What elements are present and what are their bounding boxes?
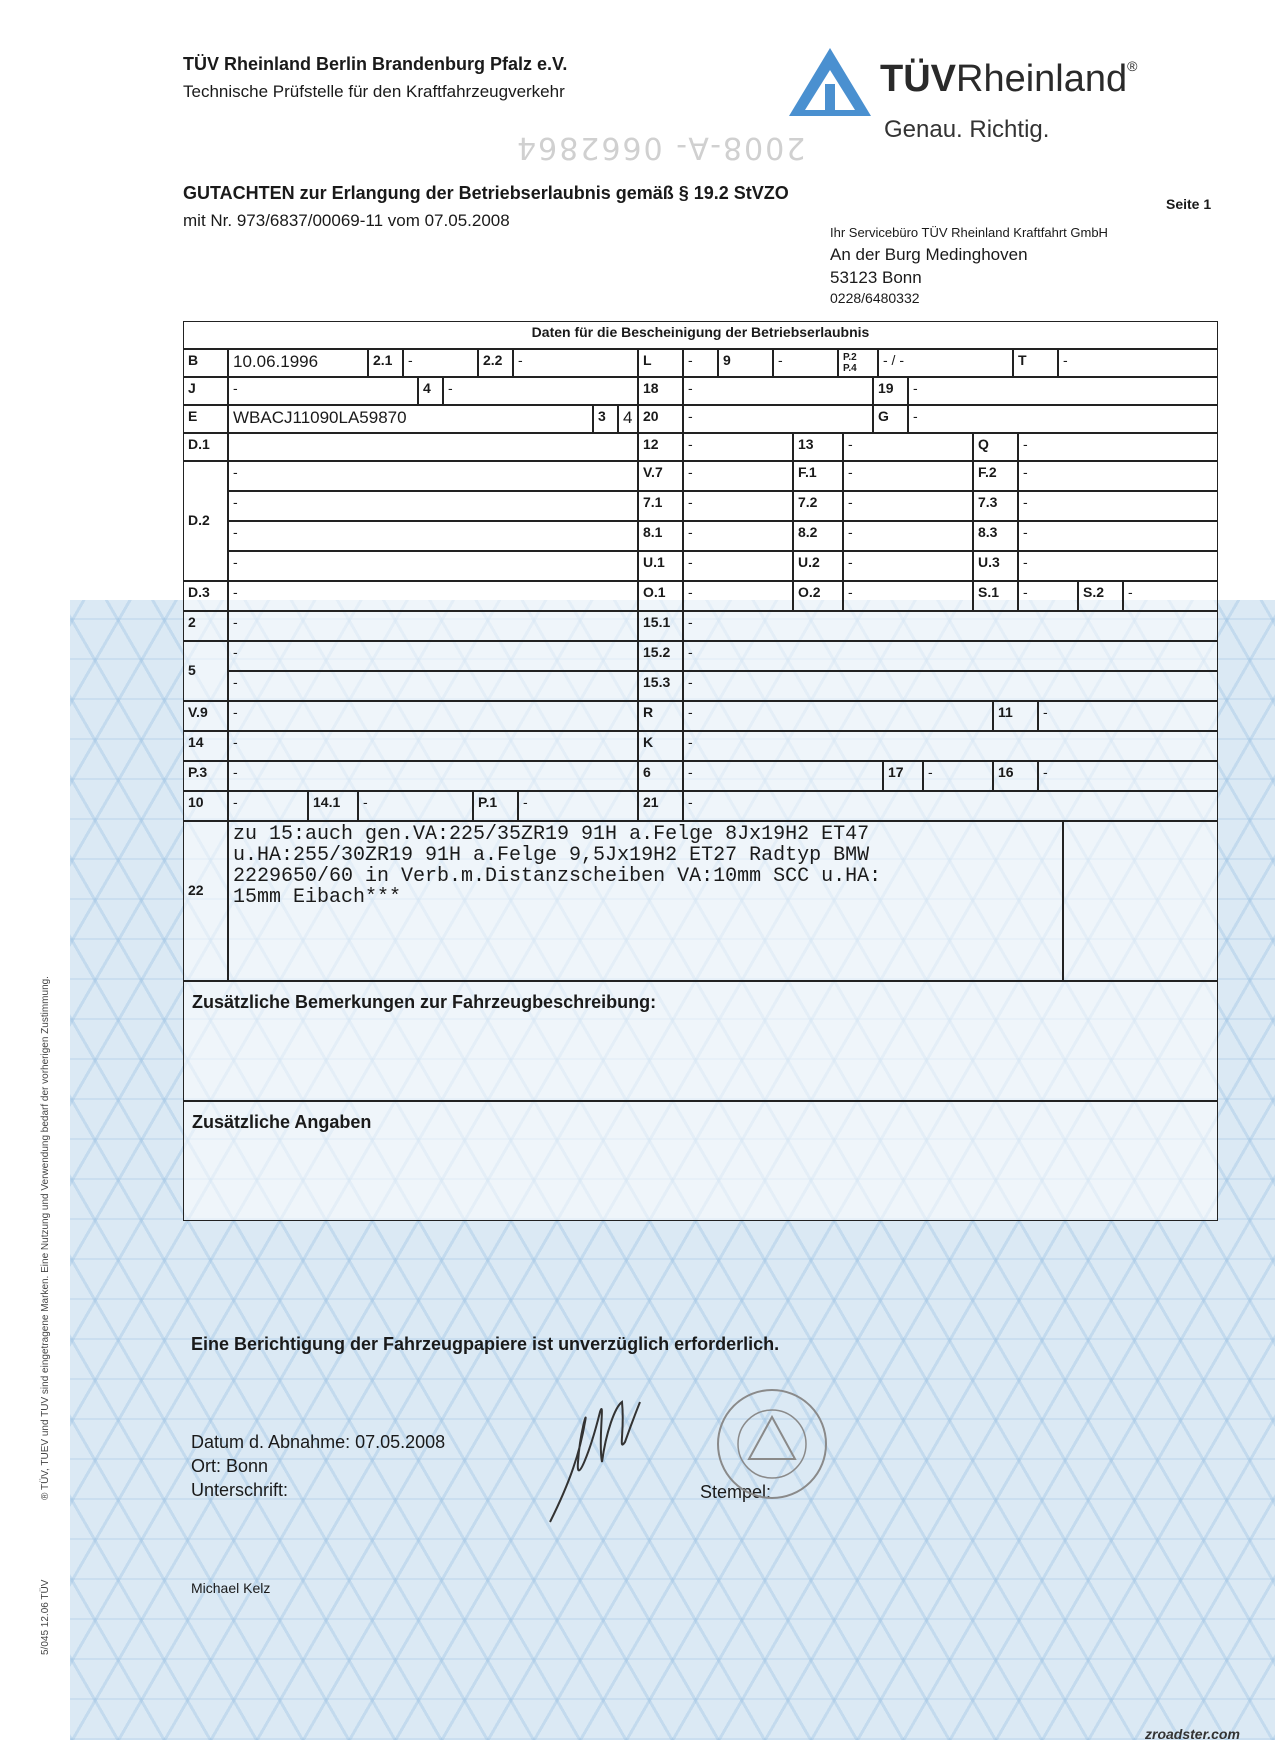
field-12-value: - — [683, 433, 793, 461]
field-5-value-2: - — [228, 671, 638, 701]
field-16-label: 16 — [993, 761, 1038, 791]
field-g-value: - — [908, 405, 1218, 433]
field-12-label: 12 — [638, 433, 683, 461]
field-u1-label: U.1 — [638, 551, 683, 581]
field-d1-label: D.1 — [183, 433, 228, 461]
field-f1-value: - — [843, 461, 973, 491]
field-7-3-value: - — [1018, 491, 1218, 521]
field-o2-value: - — [843, 581, 973, 611]
field-8-3-label: 8.3 — [973, 521, 1018, 551]
field-d2-value-2: - — [228, 491, 638, 521]
field-v9-label: V.9 — [183, 701, 228, 731]
field-14-1-value: - — [358, 791, 473, 821]
field-v7-label: V.7 — [638, 461, 683, 491]
field-4-label: 4 — [418, 377, 443, 405]
field-15-1-label: 15.1 — [638, 611, 683, 641]
field-8-2-value: - — [843, 521, 973, 551]
stamp-seal-icon — [715, 1387, 830, 1502]
field-j-value: - — [228, 377, 418, 405]
field-v9-value: - — [228, 701, 638, 731]
service-address: An der Burg Medinghoven 53123 Bonn — [830, 245, 1028, 287]
correction-note: Eine Berichtigung der Fahrzeugpapiere ist unverzüglich erforderlich. — [191, 1334, 780, 1354]
field-b-value: 10.06.1996 — [228, 349, 368, 377]
field-10-label: 10 — [183, 791, 228, 821]
field-s2-value: - — [1123, 581, 1218, 611]
field-14-label: 14 — [183, 731, 228, 761]
field-16-value: - — [1038, 761, 1218, 791]
field-g-label: G — [873, 405, 908, 433]
field-p2-p4-value: - / - — [878, 349, 1013, 377]
field-6-label: 6 — [638, 761, 683, 791]
field-o1-label: O.1 — [638, 581, 683, 611]
additional-remarks: Zusätzliche Bemerkungen zur Fahrzeugbeschreibung: — [183, 981, 1218, 1101]
field-22-blank — [1063, 821, 1218, 981]
field-22-remarks: zu 15:auch gen.VA:225/35ZR19 91H a.Felge 8Jx19H2 ET47 u.HA:255/30ZR19 91H a.Felge 9,5Jx19H2 ET27 Radtyp BMW 2229650/60 in Verb.m.Distanzscheiben VA:10mm SCC u.HA: 15mm Eibach*** — [228, 821, 1063, 981]
field-e-value: WBACJ11090LA59870 — [228, 405, 593, 433]
field-7-1-label: 7.1 — [638, 491, 683, 521]
field-11-label: 11 — [993, 701, 1038, 731]
field-8-3-value: - — [1018, 521, 1218, 551]
field-e-label: E — [183, 405, 228, 433]
tuv-logo-icon — [785, 44, 875, 119]
org-name: TÜV Rheinland Berlin Brandenburg Pfalz e.V. — [183, 54, 568, 74]
field-f2-label: F.2 — [973, 461, 1018, 491]
brand-name: TÜVRheinland® — [880, 58, 1138, 100]
inspection-date: Datum d. Abnahme: 07.05.2008 — [191, 1432, 446, 1452]
field-3-label: 3 — [593, 405, 618, 433]
field-k-label: K — [638, 731, 683, 761]
field-8-1-label: 8.1 — [638, 521, 683, 551]
field-15-3-label: 15.3 — [638, 671, 683, 701]
field-s2-label: S.2 — [1078, 581, 1123, 611]
field-9-label: 9 — [718, 349, 773, 377]
field-p1-value: - — [518, 791, 638, 821]
field-14-value: - — [228, 731, 638, 761]
field-q-label: Q — [973, 433, 1018, 461]
field-7-1-value: - — [683, 491, 793, 521]
field-j-label: J — [183, 377, 228, 405]
field-u3-value: - — [1018, 551, 1218, 581]
field-u2-value: - — [843, 551, 973, 581]
signature-label: Unterschrift: — [191, 1480, 289, 1500]
field-8-2-label: 8.2 — [793, 521, 843, 551]
service-phone: 0228/6480332 — [830, 290, 920, 306]
field-l-label: L — [638, 349, 683, 377]
field-4-value: - — [443, 377, 638, 405]
additional-info: Zusätzliche Angaben — [183, 1101, 1218, 1221]
field-2-label: 2 — [183, 611, 228, 641]
serial-number: 2008-A- 0662864 — [515, 130, 806, 165]
field-d2-value-1: - — [228, 461, 638, 491]
field-11-value: - — [1038, 701, 1218, 731]
field-o1-value: - — [683, 581, 793, 611]
field-s1-value: - — [1018, 581, 1078, 611]
field-13-label: 13 — [793, 433, 843, 461]
field-2-2-label: 2.2 — [478, 349, 513, 377]
field-p3-value: - — [228, 761, 638, 791]
field-20-label: 20 — [638, 405, 683, 433]
org-dept: Technische Prüfstelle für den Kraftfahrzeugverkehr — [183, 82, 565, 101]
field-f2-value: - — [1018, 461, 1218, 491]
field-b-label: B — [183, 349, 228, 377]
field-19-label: 19 — [873, 377, 908, 405]
field-19-value: - — [908, 377, 1218, 405]
table-caption: Daten für die Bescheinigung der Betriebserlaubnis — [183, 321, 1218, 349]
field-20-value: - — [683, 405, 873, 433]
field-p1-label: P.1 — [473, 791, 518, 821]
field-9-value: - — [773, 349, 838, 377]
field-7-2-value: - — [843, 491, 973, 521]
field-14-1-label: 14.1 — [308, 791, 358, 821]
field-s1-label: S.1 — [973, 581, 1018, 611]
field-r-label: R — [638, 701, 683, 731]
examiner-name: Michael Kelz — [191, 1580, 271, 1596]
field-u2-label: U.2 — [793, 551, 843, 581]
service-office: Ihr Servicebüro TÜV Rheinland Kraftfahrt GmbH — [830, 225, 1108, 240]
field-6-value: - — [683, 761, 883, 791]
document-title: GUTACHTEN zur Erlangung der Betriebserlaubnis gemäß § 19.2 StVZO — [183, 183, 789, 203]
field-d2-value-3: - — [228, 521, 638, 551]
watermark: zroadster.com — [1145, 1726, 1240, 1742]
field-17-value: - — [923, 761, 993, 791]
field-3-value: 4 — [618, 405, 638, 433]
field-u1-value: - — [683, 551, 793, 581]
field-t-value: - — [1058, 349, 1218, 377]
field-d1-value — [228, 433, 638, 461]
field-5-value-1: - — [228, 641, 638, 671]
field-21-label: 21 — [638, 791, 683, 821]
field-17-label: 17 — [883, 761, 923, 791]
field-15-1-value: - — [683, 611, 1218, 641]
field-7-3-label: 7.3 — [973, 491, 1018, 521]
field-v7-value: - — [683, 461, 793, 491]
field-o2-label: O.2 — [793, 581, 843, 611]
field-10-value: - — [228, 791, 308, 821]
field-21-value: - — [683, 791, 1218, 821]
field-5-label: 5 — [183, 641, 228, 701]
field-2-1-value: - — [403, 349, 478, 377]
brand-slogan: Genau. Richtig. — [884, 116, 1050, 143]
field-u3-label: U.3 — [973, 551, 1018, 581]
field-13-value: - — [843, 433, 973, 461]
page-number: Seite 1 — [1166, 196, 1212, 212]
field-q-value: - — [1018, 433, 1218, 461]
form-code: 5/045 12.06 TÜV — [40, 1579, 51, 1655]
signature-image — [540, 1392, 660, 1532]
field-22-label: 22 — [183, 821, 228, 981]
field-2-1-label: 2.1 — [368, 349, 403, 377]
field-15-2-label: 15.2 — [638, 641, 683, 671]
field-f1-label: F.1 — [793, 461, 843, 491]
field-d2-label: D.2 — [183, 461, 228, 581]
trademark-note: ® TÜV, TUEV und TUV sind eingetragene Marken. Eine Nutzung und Verwendung bedarf der vorherigen Zustimmung. — [40, 976, 51, 1500]
field-p2-p4-label: P.2 P.4 — [838, 349, 878, 377]
field-p3-label: P.3 — [183, 761, 228, 791]
field-15-3-value: - — [683, 671, 1218, 701]
field-l-value: - — [683, 349, 718, 377]
field-k-value: - — [683, 731, 1218, 761]
data-table — [183, 321, 1218, 1221]
field-r-value: - — [683, 701, 993, 731]
document-number: mit Nr. 973/6837/00069-11 vom 07.05.2008 — [183, 211, 510, 230]
field-18-label: 18 — [638, 377, 683, 405]
field-d3-label: D.3 — [183, 581, 228, 611]
field-2-2-value: - — [513, 349, 638, 377]
field-7-2-label: 7.2 — [793, 491, 843, 521]
field-d2-value-4: - — [228, 551, 638, 581]
inspection-place: Ort: Bonn — [191, 1456, 269, 1476]
field-18-value: - — [683, 377, 873, 405]
stamp-label: Stempel: — [700, 1482, 772, 1502]
field-15-2-value: - — [683, 641, 1218, 671]
field-d3-value: - — [228, 581, 638, 611]
field-2-value: - — [228, 611, 638, 641]
field-8-1-value: - — [683, 521, 793, 551]
field-t-label: T — [1013, 349, 1058, 377]
